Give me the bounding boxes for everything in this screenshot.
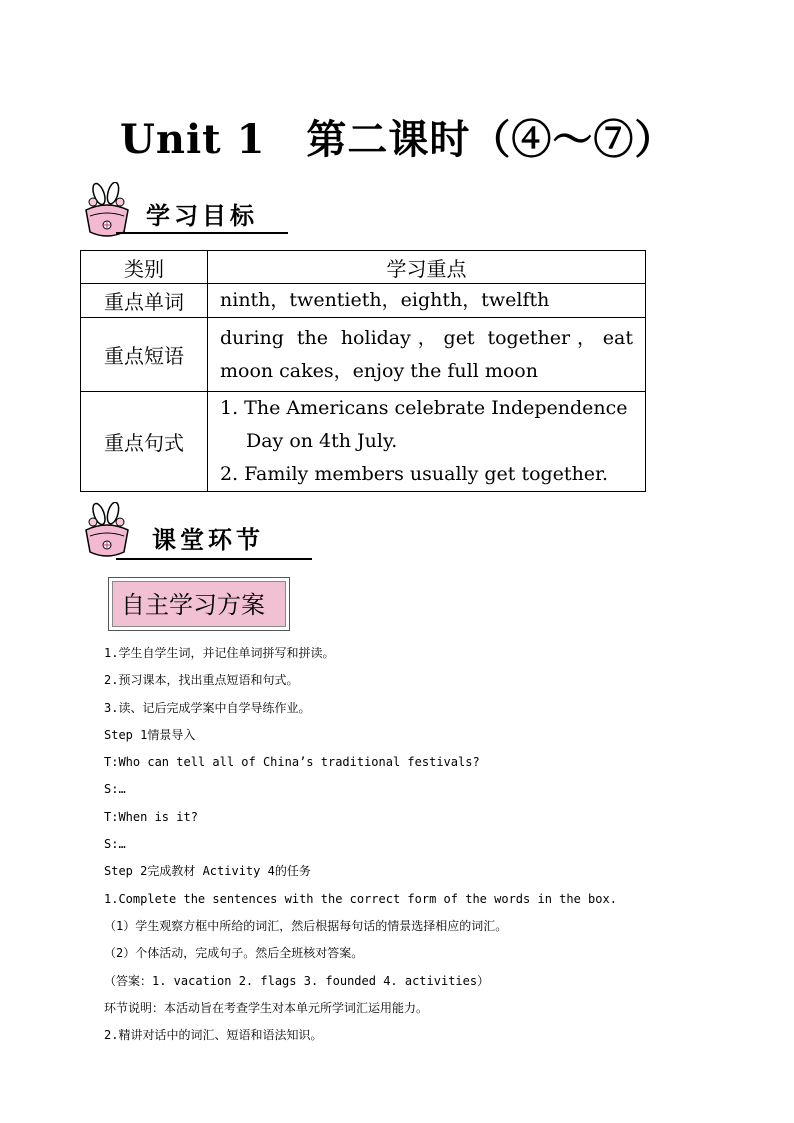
text-line: S:… [104,782,126,797]
text-line: （1）学生观察方框中所给的词汇，然后根据每句话的情景选择相应的词汇。 [104,918,508,933]
text-line: T:Who can tell all of China’s traditional festivals? [104,755,480,770]
table-row [81,284,646,318]
classroom-banner [80,502,320,564]
text-line: T:When is it? [104,809,198,824]
row-category: 重点单词 [81,284,208,318]
table-row [81,318,646,392]
text-line: 2.精讲对话中的词汇、短语和语法知识。 [104,1028,323,1043]
row-category: 重点短语 [81,318,208,392]
bunny-basket-icon [80,502,136,560]
text-line: 3.读、记后完成学案中自学导练作业。 [104,700,311,715]
text-line: 1.Complete the sentences with the correct form of the words in the box. [104,891,617,906]
banner-underline [116,232,288,234]
learning-goals-table [80,250,646,492]
row-focus: during the holiday，get together，eat moon cakes，enjoy the full moon [208,318,646,392]
table-header-row [81,251,646,284]
row-focus [208,392,646,492]
text-line: S:… [104,837,126,852]
row-focus: ninth，twentieth，eighth，twelfth [208,284,646,318]
classroom-heading: 课堂环节 [152,526,264,554]
column-header-focus: 学习重点 [208,251,646,284]
key-sentence: 1. The Americans celebrate Independence Day on 4th July. [220,397,628,452]
text-line: Step 2完成教材 Activity 4的任务 [104,864,311,879]
banner-underline [116,558,312,560]
learning-goals-heading: 学习目标 [146,202,258,230]
text-line: 1.学生自学生词，并记住单词拼写和拼读。 [104,646,335,660]
text-line: （2）个体活动，完成句子。然后全班核对答案。 [104,946,364,961]
row-category: 重点句式 [81,392,208,492]
self-study-plan-label: 自主学习方案 [112,581,286,627]
learning-goals-banner [80,182,300,240]
column-header-category: 类别 [81,251,208,284]
text-line: （答案：1. vacation 2. flags 3. founded 4. activities） [104,973,490,988]
page-title: Unit 1 第二课时（④～⑦） [120,116,676,163]
text-line: 环节说明：本活动旨在考查学生对本单元所学词汇运用能力。 [104,1000,429,1015]
lesson-steps [104,640,724,1049]
text-line: 2.预习课本，找出重点短语和句式。 [104,673,299,688]
table-row [81,392,646,492]
self-study-plan-box [108,577,290,631]
text-line: Step 1情景导入 [104,727,196,742]
key-sentence: 2. Family members usually get together. [220,463,609,485]
